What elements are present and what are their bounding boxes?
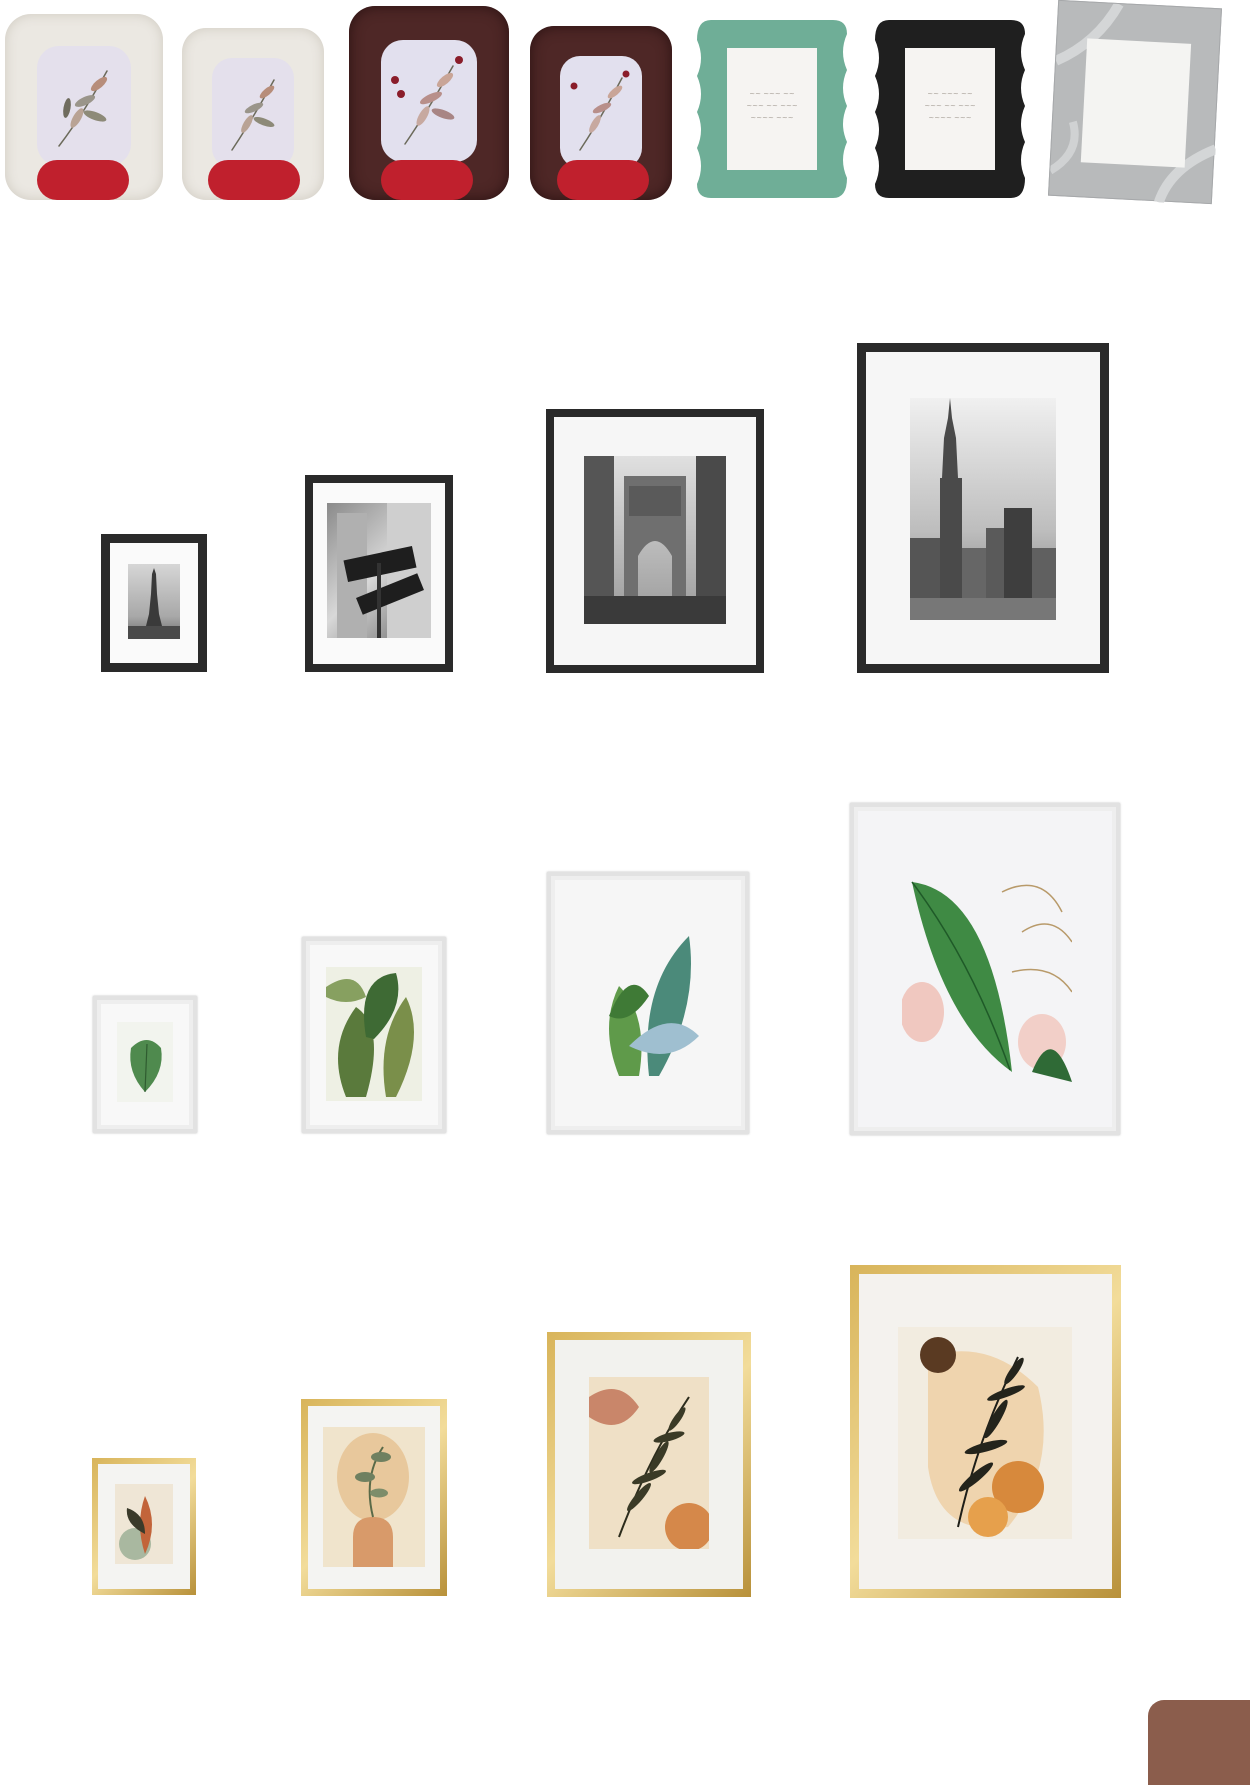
frame-image-venussio-black-55-3 bbox=[546, 409, 764, 673]
frame-image-venussio-gold-56-4 bbox=[850, 1265, 1121, 1598]
monstera-leaf-icon bbox=[117, 1022, 173, 1102]
botanical-print-icon bbox=[115, 1484, 173, 1564]
frame-image-venussio-gold-56-2 bbox=[301, 1399, 447, 1596]
bridge-icon bbox=[584, 456, 726, 624]
svg-text:~~~ ~~ ~~~: ~~~ ~~ ~~~ bbox=[924, 102, 976, 110]
svg-text:~~ ~~~ ~~: ~~ ~~~ ~~ bbox=[927, 90, 973, 98]
botanical-abstract-icon bbox=[898, 1327, 1072, 1539]
fern-leaves-icon bbox=[589, 926, 707, 1084]
svg-text:~~ ~~~ ~~: ~~ ~~~ ~~ bbox=[749, 90, 795, 98]
discount-badge bbox=[557, 160, 649, 200]
frame-image-venussio-gold-56-1 bbox=[92, 1458, 196, 1595]
vase-plant-icon bbox=[323, 1427, 425, 1567]
frame-image-venussio-black-55-2 bbox=[305, 475, 453, 672]
statue-of-liberty-icon bbox=[128, 564, 180, 639]
frame-image-venussio-black-55-1 bbox=[101, 534, 207, 672]
frame-image-venussio-white-55-3 bbox=[547, 872, 749, 1134]
frame-image-naturos-black bbox=[871, 16, 1029, 202]
photo-frame-caption bbox=[1092, 61, 1184, 66]
leaf-branch-icon bbox=[381, 40, 477, 162]
frame-image-venussio-white-55-1 bbox=[93, 996, 197, 1133]
frame-image-venussio-black-55-4 bbox=[857, 343, 1109, 673]
frame-image-venussio-white-55-4 bbox=[850, 803, 1120, 1135]
frame-image-naturos-grey bbox=[1048, 0, 1222, 204]
discount-badge bbox=[381, 160, 473, 200]
frame-image-naturos-olive bbox=[693, 16, 851, 202]
tropical-leaves-icon bbox=[326, 967, 422, 1101]
palm-leaf-print-icon bbox=[589, 1377, 709, 1549]
svg-text:~~~ ~~ ~~~: ~~~ ~~ ~~~ bbox=[746, 102, 798, 110]
discount-badge bbox=[208, 160, 300, 200]
skyline-icon bbox=[910, 398, 1056, 620]
page-number bbox=[1148, 1700, 1250, 1785]
leaf-branch-icon bbox=[560, 56, 642, 168]
svg-text:~~~~ ~~~: ~~~~ ~~~ bbox=[750, 114, 794, 122]
banana-leaf-flower-icon bbox=[902, 872, 1072, 1086]
street-signs-icon bbox=[327, 503, 431, 638]
svg-text:~~~~ ~~~: ~~~~ ~~~ bbox=[928, 114, 972, 122]
leaf-branch-icon bbox=[212, 58, 294, 168]
leaf-branch-icon bbox=[37, 46, 131, 166]
frame-image-venussio-white-55-2 bbox=[302, 937, 446, 1133]
discount-badge bbox=[37, 160, 129, 200]
frame-image-venussio-gold-56-3 bbox=[547, 1332, 751, 1597]
